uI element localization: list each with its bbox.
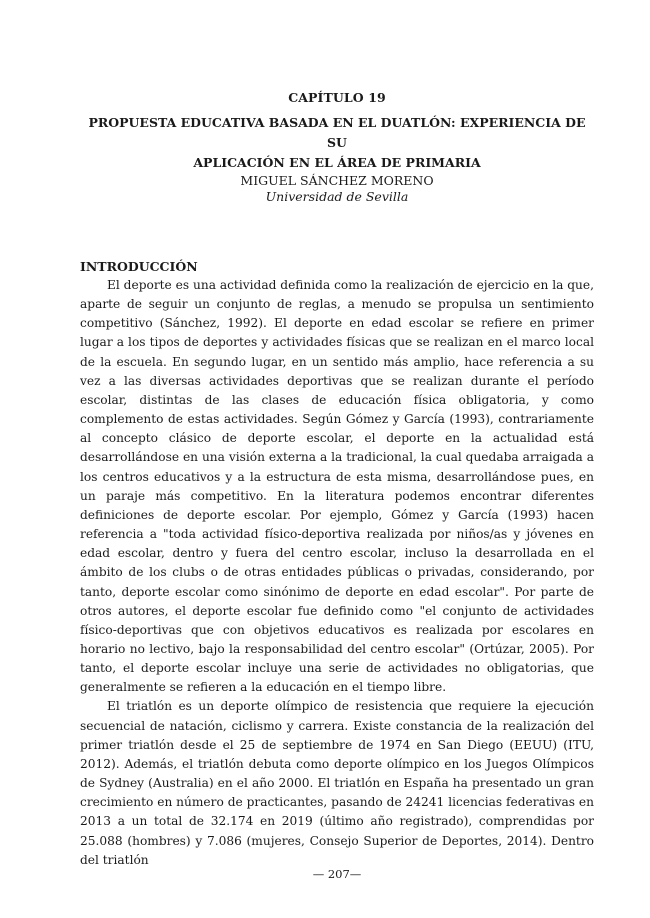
chapter-title-line-2: APLICACIÓN EN EL ÁREA DE PRIMARIA	[193, 155, 481, 170]
body-text	[80, 276, 594, 870]
author-affiliation: Universidad de Sevilla	[265, 189, 409, 204]
document-page	[80, 0, 594, 918]
author-name: MIGUEL SÁNCHEZ MORENO	[240, 173, 434, 188]
page-number: — 207—	[312, 867, 362, 881]
chapter-title-line-1: PROPUESTA EDUCATIVA BASADA EN EL DUATLÓN: EXPERIENCIA DE SU	[88, 115, 586, 150]
chapter-title	[80, 113, 594, 173]
section-heading: INTRODUCCIÓN	[80, 259, 198, 274]
paragraph: El deporte es una actividad definida como la realización de ejercicio en la que, aparte de seguir un conjunto de reglas, a menudo se propulsa un sentimiento competitivo (Sánchez, 1992). El deporte en edad escolar se refiere en primer lugar a los tipos de deportes y actividades físicas que se realizan en el marco local de la escuela. En segundo lugar, en un sentido más amplio, hace referencia a su vez a las diversas actividades deportivas que se realizan durante el período escolar, distintas de las clases de educación física obligatoria, y como complemento de estas actividades. Según Gómez y García (1993), contrariamente al concepto clásico de deporte escolar, el deporte en la actualidad está desarrollándose en una visión externa a la tradicional, la cual quedaba arraigada a los centros educativos y a la estructura de esta misma, desarrollándose pues, en un paraje más competitivo. En la literatura podemos encontrar diferentes definiciones de deporte escolar. Por ejemplo, Gómez y García (1993) hacen referencia a "toda actividad físico-deportiva realizada por niños/as y jóvenes en edad escolar, dentro y fuera del centro escolar, incluso la desarrollada en el ámbito de los clubs o de otras entidades públicas o privadas, considerando, por tanto, deporte escolar como sinónimo de deporte en edad escolar". Por parte de otros autores, el deporte escolar fue definido como "el conjunto de actividades físico-deportivas que con objetivos educativos es realizada por escolares en horario no lectivo, bajo la responsabilidad del centro escolar" (Ortúzar, 2005). Por tanto, el deporte escolar incluye una serie de actividades no obligatorias, que generalmente se refieren a la educación en el tiempo libre.	[80, 278, 594, 695]
chapter-heading: CAPÍTULO 19	[288, 90, 386, 105]
paragraph: El triatlón es un deporte olímpico de resistencia que requiere la ejecución secuencial de natación, ciclismo y carrera. Existe constancia de la realización del primer triatlón desde el 25 de septiembre de 1974 en San Diego (EEUU) (ITU, 2012). Además, el triatlón debuta como deporte olímpico en los Juegos Olímpicos de Sydney (Australia) en el año 2000. El triatlón en España ha presentado un gran crecimiento en número de practicantes, pasando de 24241 licencias federativas en 2013 a un total de 32.174 en 2019 (último año registrado), comprendidas por 25.088 (hombres) y 7.086 (mujeres, Consejo Superior de Deportes, 2014). Dentro del triatlón	[80, 699, 594, 867]
